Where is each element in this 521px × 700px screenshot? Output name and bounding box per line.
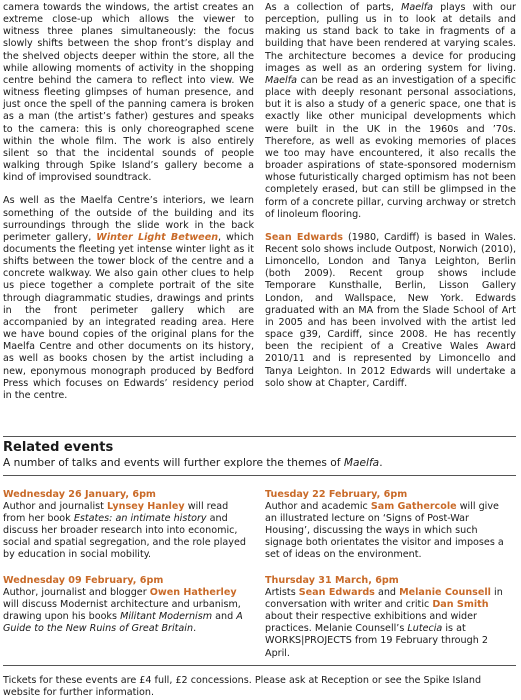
event-date: Wednesday 09 February, 6pm <box>3 575 164 586</box>
related-events-subtitle: A number of talks and events will further explore the themes of Maelfa. <box>3 457 383 469</box>
event-lynsey-hanley: Wednesday 26 January, 6pm Author and journalist Lynsey Hanley will read from her book Estates: an intimate history and discuss her broader research into into economic, social and spatial segregation, and the role played by education in social mobility. <box>3 489 251 562</box>
section-divider-bottom <box>3 665 516 666</box>
book-title: Estates: an intimate history <box>73 513 207 525</box>
left-paragraph-1: camera towards the windows, the artist creates an extreme close-up which allows the viewer to witness three planes simultaneously: the focus slowly shifts between the shop front’s display and the shelved objects deeper within the store, all the while allowing moments of activity in the shopping centre behind the camera to reflect into view. We witness fleeting glimpses of human presence, and just once the spell of the panning camera is broken as a man (the artist’s father) gestures and speaks to the camera: this is only choreographed scene within the whole film. The work is also entirely silent so that the incidental sounds of people walking through Spike Island’s gallery become a kind of improvised soundtrack. <box>3 2 254 184</box>
event-date: Thursday 31 March, 6pm <box>265 575 399 586</box>
event-date: Tuesday 22 February, 6pm <box>265 489 408 500</box>
event-artists-conversation: Thursday 31 March, 6pm Artists Sean Edwards and Melanie Counsell in conversation with writer and critic Dan Smith about their respective exhibitions and wider practices. Melanie Counsell’s Lutecia is at WORKS|PROJECTS from 19 February through 2 April. <box>265 575 513 660</box>
speaker-name: Sam Gathercole <box>370 501 457 513</box>
event-date: Wednesday 26 January, 6pm <box>3 489 156 500</box>
speaker-name: Melanie Counsell <box>399 587 491 599</box>
section-divider-middle <box>3 475 516 476</box>
speaker-name: Owen Hatherley <box>149 587 237 599</box>
book-title: A Guide to the New Ruins of Great Britain <box>3 611 243 635</box>
event-owen-hatherley: Wednesday 09 February, 6pm Author, journalist and blogger Owen Hatherley will discuss Modernist architecture and urbanism, drawing upon his books Militant Modernism and A Guide to the New Ruins of Great Britain. <box>3 575 251 635</box>
speaker-name: Sean Edwards <box>298 587 375 599</box>
right-column <box>265 2 516 401</box>
speaker-name: Dan Smith <box>432 599 489 611</box>
related-events-heading: Related events <box>3 440 114 455</box>
artist-bio: Sean Edwards (1980, Cardiff) is based in Wales. Recent solo shows include Outpost, Norwich (2010), Limoncello, London and Tanya Leighton, Berlin (both 2009). Recent group shows include Temporare Kunsthalle, Berlin, Lisson Gallery London, and Wallspace, New York. Edwards graduated with an MA from the Slade School of Art in 2005 and has been involved with the artist led space g39, Cardiff, since 2008. He has recently been the recipient of a Creative Wales Award 2010/11 and is represented by Limoncello and Tanya Leighton. In 2012 Edwards will undertake a solo show at Chapter, Cardiff. <box>265 231 516 389</box>
event-sam-gathercole: Tuesday 22 February, 6pm Author and academic Sam Gathercole will give an illustrated lecture on ‘Signs of Post-War Housing’, discussing the ways in which such signage both orientates the visitor and imposes a set of ideas on the environment. <box>265 489 513 562</box>
work-title-winter-light-between: Winter Light Between <box>96 231 219 243</box>
left-column <box>3 2 254 413</box>
artist-name: Sean Edwards <box>265 231 344 243</box>
work-title: Lutecia <box>407 623 443 635</box>
ticket-info: Tickets for these events are £4 full, £2 concessions. Please ask at Reception or see the Spike Island website for further information. <box>3 675 482 699</box>
left-paragraph-2: As well as the Maelfa Centre’s interiors, we learn something of the outside of the building and its surroundings through the slide work in the back perimeter gallery, Winter Light Between, which documents the fleeting yet intense winter light as it shifts between the tower block of the centre and a concrete walkway. We also gain other clues to help us piece together a complete portrait of the site through diagrammatic studies, drawings and prints in the front perimeter gallery which are accompanied by an integrated reading area. Here we have bound copies of the original plans for the Maelfa Centre and other documents on its history, as well as books chosen by the artist including a new, eponymous monograph produced by Bedford Press which focuses on Edwards’ residency period in the centre. <box>3 195 254 401</box>
book-title: Militant Modernism <box>120 611 213 623</box>
right-paragraph-1: As a collection of parts, Maelfa plays with our perception, pulling us in to look at details and making us stand back to take in fragments of a building that have been rendered at varying scales. The architecture becomes a device for producing images as well as an ordering system for living. Maelfa can be read as an investigation of a specific place with deeply resonant personal associations, but it is also a study of a generic space, one that is exactly like other municipal developments which were built in the UK in the 1960s and ’70s. Therefore, as well as evoking memories of places we too may have encountered, it also recalls the broader aspirations of state-sponsored modernism whose futuristically charged optimism has not been completely erased, but can still be glimpsed in the form of a concrete pillar, curving archway or stretch of linoleum flooring. <box>265 2 516 220</box>
speaker-name: Lynsey Hanley <box>106 501 185 513</box>
section-divider-top <box>3 436 516 437</box>
